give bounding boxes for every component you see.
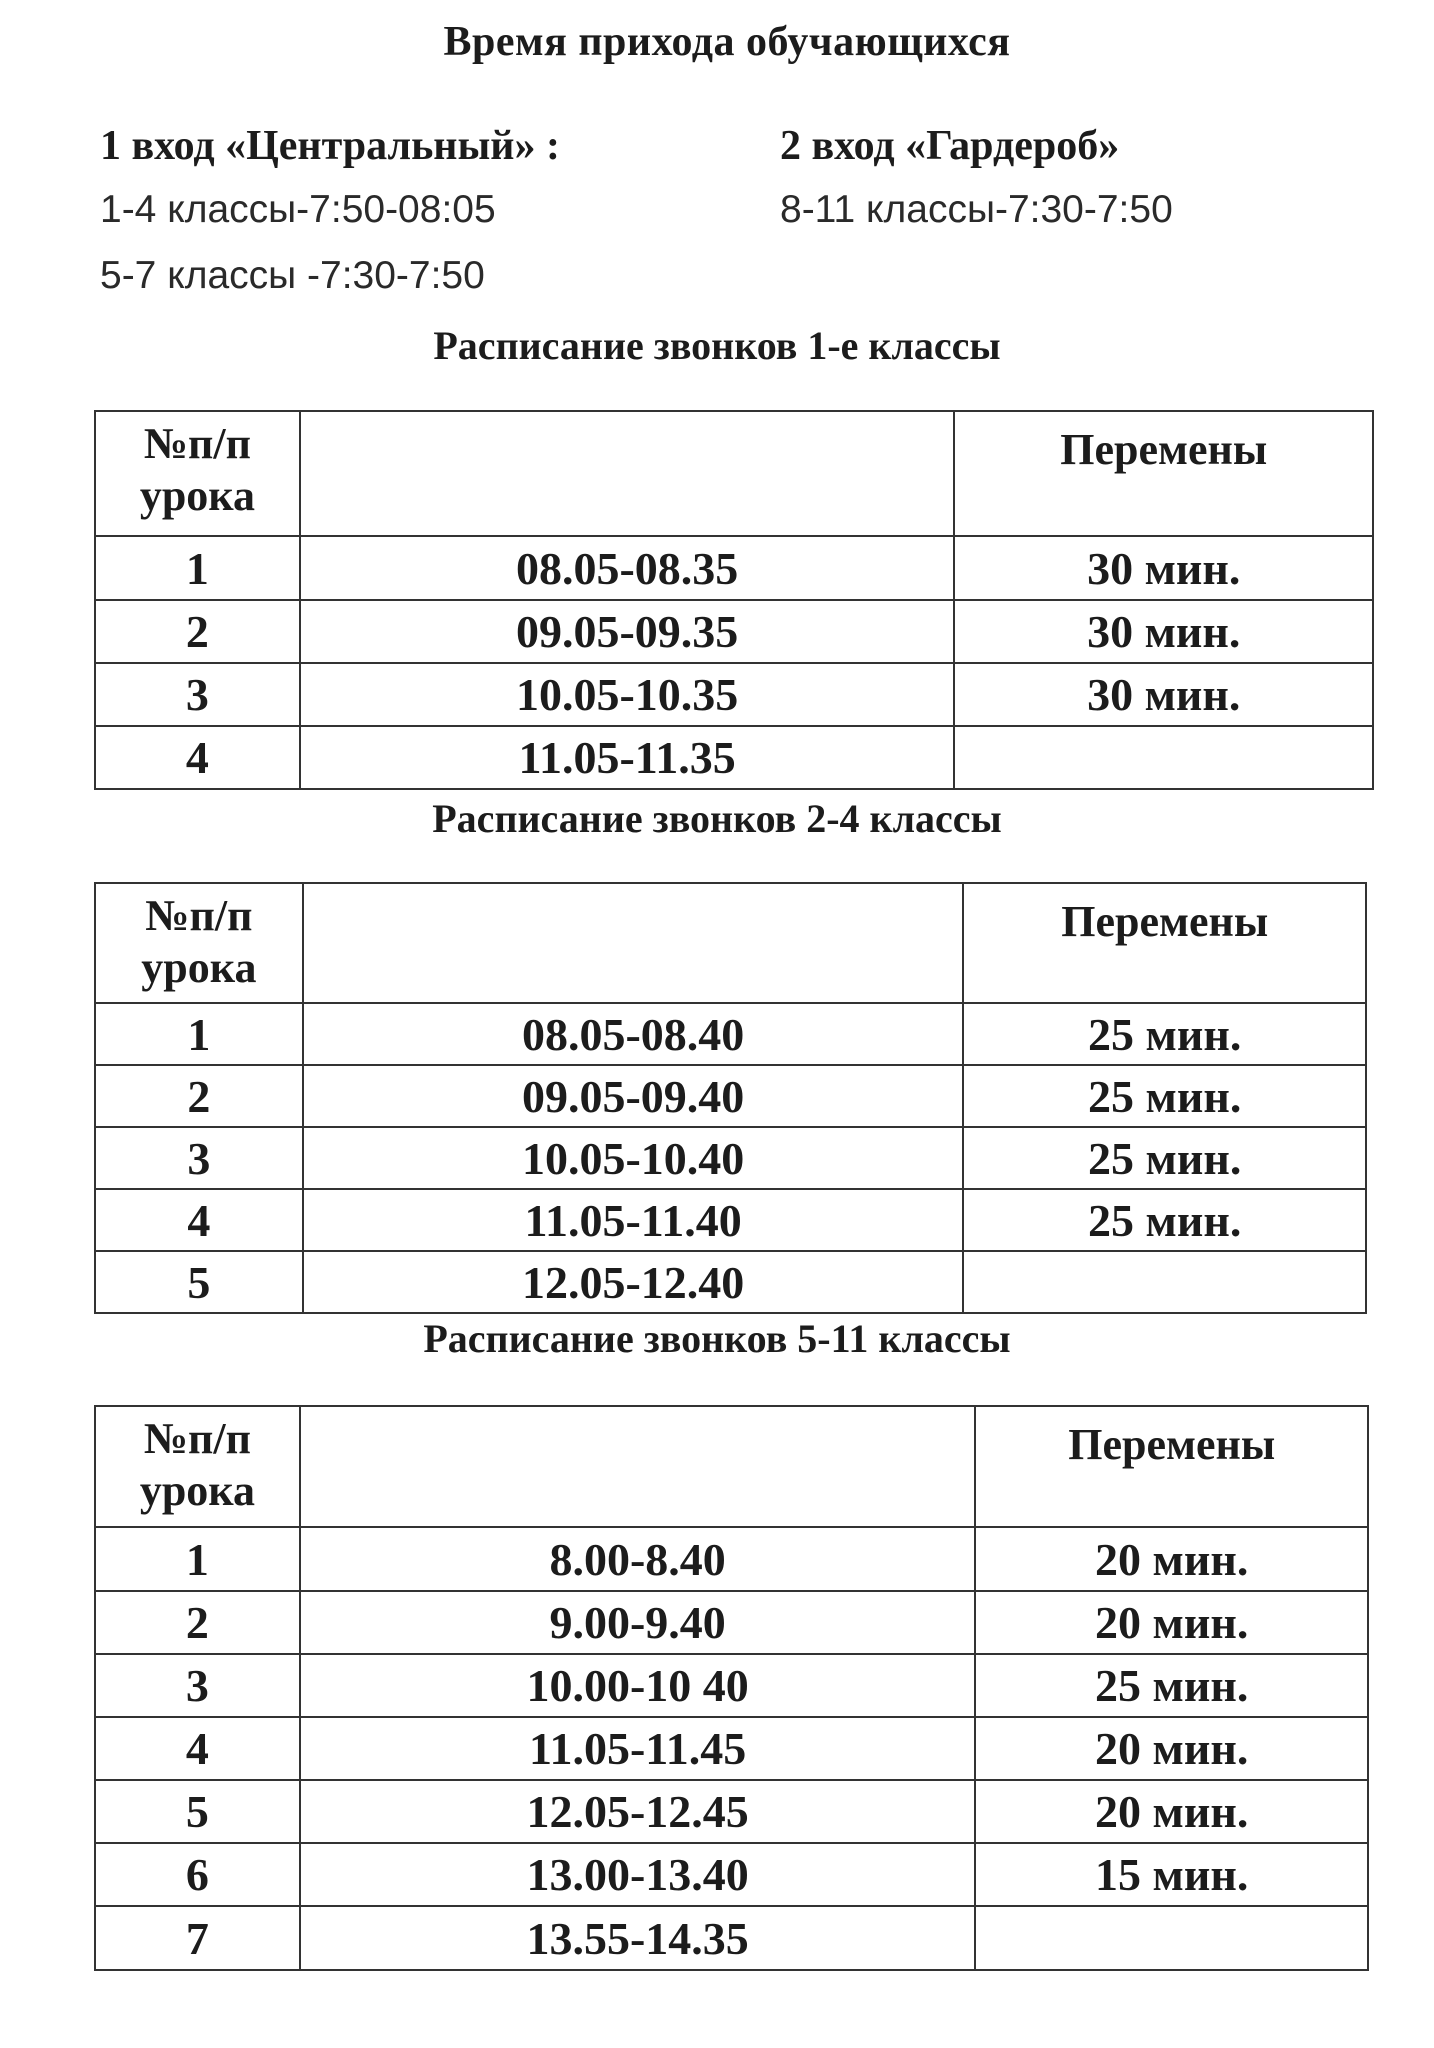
lesson-time: 11.05-11.45 <box>300 1717 976 1780</box>
column-header-lesson-no: №п/п урока <box>95 411 300 536</box>
column-header-lesson-no: №п/п урока <box>95 1406 300 1527</box>
lesson-time: 13.00-13.40 <box>300 1843 976 1906</box>
break-duration <box>975 1906 1368 1970</box>
lesson-time: 12.05-12.45 <box>300 1780 976 1843</box>
entrance-line: 8-11 классы-7:30-7:50 <box>780 188 1173 231</box>
lesson-number: 5 <box>95 1780 300 1843</box>
entrance-title: 2 вход «Гардероб» <box>780 123 1120 169</box>
table-row <box>95 726 1373 789</box>
break-duration: 15 мин. <box>975 1843 1368 1906</box>
table-row <box>95 1843 1368 1906</box>
lesson-number: 3 <box>95 663 300 726</box>
lesson-number: 3 <box>95 1654 300 1717</box>
table-header-row <box>95 1406 1368 1527</box>
table-row <box>95 1527 1368 1591</box>
lesson-number: 2 <box>95 600 300 663</box>
break-duration: 20 мин. <box>975 1527 1368 1591</box>
break-duration: 25 мин. <box>963 1127 1366 1189</box>
table-row <box>95 600 1373 663</box>
lesson-time: 08.05-08.40 <box>303 1003 964 1065</box>
lesson-number: 2 <box>95 1065 303 1127</box>
table-row <box>95 1003 1366 1065</box>
entrance-wardrobe <box>780 115 1173 243</box>
page-title: Время прихода обучающихся <box>443 19 1011 65</box>
lesson-number: 1 <box>95 1003 303 1065</box>
lesson-number: 4 <box>95 1189 303 1251</box>
break-duration: 25 мин. <box>963 1065 1366 1127</box>
section-title-1st-grade: Расписание звонков 1-е классы <box>433 323 1001 368</box>
bell-schedule-table-5-11-grades <box>94 1405 1369 1971</box>
lesson-time: 10.00-10 40 <box>300 1654 976 1717</box>
break-duration: 20 мин. <box>975 1780 1368 1843</box>
break-duration: 25 мин. <box>963 1189 1366 1251</box>
entrance-line: 1-4 классы-7:50-08:05 <box>100 188 496 231</box>
lesson-time: 09.05-09.35 <box>300 600 955 663</box>
section-title-2-4-grades: Расписание звонков 2-4 классы <box>432 796 1002 841</box>
break-duration: 30 мин. <box>954 536 1373 600</box>
table-header-row <box>95 883 1366 1003</box>
break-duration: 25 мин. <box>975 1654 1368 1717</box>
column-header-time <box>303 883 964 1003</box>
table-row <box>95 1065 1366 1127</box>
table-row <box>95 1591 1368 1654</box>
section-title-5-11-grades: Расписание звонков 5-11 классы <box>423 1316 1011 1361</box>
table-header-row <box>95 411 1373 536</box>
break-duration: 30 мин. <box>954 600 1373 663</box>
lesson-time: 10.05-10.40 <box>303 1127 964 1189</box>
column-header-breaks: Перемены <box>954 411 1373 536</box>
lesson-number: 1 <box>95 536 300 600</box>
break-duration: 30 мин. <box>954 663 1373 726</box>
entrance-title: 1 вход «Центральный» : <box>100 123 560 169</box>
column-header-breaks: Перемены <box>975 1406 1368 1527</box>
table-row <box>95 536 1373 600</box>
table-row <box>95 1717 1368 1780</box>
lesson-time: 8.00-8.40 <box>300 1527 976 1591</box>
table-row <box>95 1127 1366 1189</box>
lesson-time: 11.05-11.35 <box>300 726 955 789</box>
break-duration <box>963 1251 1366 1313</box>
column-header-breaks: Перемены <box>963 883 1366 1003</box>
table-row <box>95 1189 1366 1251</box>
lesson-number: 6 <box>95 1843 300 1906</box>
table-row <box>95 1654 1368 1717</box>
lesson-number: 3 <box>95 1127 303 1189</box>
column-header-lesson-no: №п/п урока <box>95 883 303 1003</box>
table-row <box>95 663 1373 726</box>
column-header-time <box>300 411 955 536</box>
lesson-number: 5 <box>95 1251 303 1313</box>
break-duration: 20 мин. <box>975 1591 1368 1654</box>
lesson-number: 4 <box>95 1717 300 1780</box>
lesson-number: 4 <box>95 726 300 789</box>
lesson-time: 12.05-12.40 <box>303 1251 964 1313</box>
lesson-number: 7 <box>95 1906 300 1970</box>
entrance-central <box>100 115 560 309</box>
lesson-number: 2 <box>95 1591 300 1654</box>
lesson-time: 09.05-09.40 <box>303 1065 964 1127</box>
break-duration <box>954 726 1373 789</box>
break-duration: 20 мин. <box>975 1717 1368 1780</box>
lesson-time: 08.05-08.35 <box>300 536 955 600</box>
lesson-number: 1 <box>95 1527 300 1591</box>
table-row <box>95 1251 1366 1313</box>
lesson-time: 11.05-11.40 <box>303 1189 964 1251</box>
bell-schedule-table-1st-grade <box>94 410 1374 790</box>
bell-schedule-table-2-4-grades <box>94 882 1367 1314</box>
table-row <box>95 1906 1368 1970</box>
lesson-time: 13.55-14.35 <box>300 1906 976 1970</box>
table-row <box>95 1780 1368 1843</box>
break-duration: 25 мин. <box>963 1003 1366 1065</box>
lesson-time: 10.05-10.35 <box>300 663 955 726</box>
entrance-line: 5-7 классы -7:30-7:50 <box>100 254 485 297</box>
column-header-time <box>300 1406 976 1527</box>
lesson-time: 9.00-9.40 <box>300 1591 976 1654</box>
